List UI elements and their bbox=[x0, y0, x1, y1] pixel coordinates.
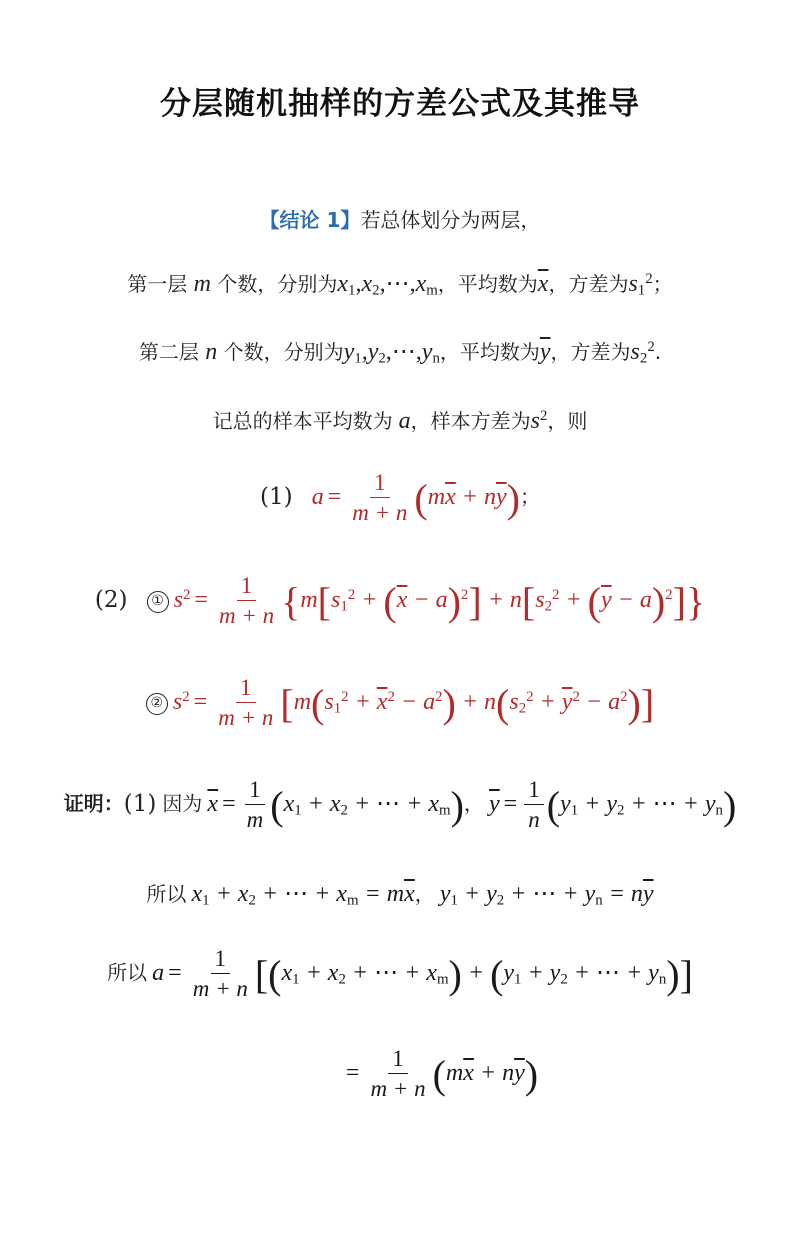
layer2-var-label: ，方差为 bbox=[550, 340, 631, 364]
layer2-end: . bbox=[654, 340, 662, 364]
formula-2-2-expr: $s^2$ = $\frac{1}{m + n}$ $[m(s_1^2 + \overline{x}^2 - a^2) + n(s_2^2 + \overline{y}^2 - a^2)]$ bbox=[172, 675, 655, 730]
proof-line-1 bbox=[0, 777, 800, 833]
layer2-variance: $s_2^2$ bbox=[630, 338, 655, 367]
conclusion-tag: 【结论 1】 bbox=[259, 208, 361, 232]
proof-because: 因为 bbox=[162, 791, 203, 816]
layer1-count: m bbox=[193, 271, 212, 297]
proof-therefore-1: 所以 bbox=[146, 882, 187, 906]
formula-2-2 bbox=[0, 675, 800, 731]
sample-var-symbol: $s^2$ bbox=[530, 407, 548, 434]
layer1-values: $x_1,x_2,\cdots,x_m$ bbox=[337, 271, 438, 299]
formula-1-expr: a = $\frac{1}{m + n}$ $(m\overline{x} + n\overline{y})$ bbox=[311, 470, 520, 525]
proof-label: 证明： bbox=[63, 791, 124, 816]
sample-end: ，则 bbox=[547, 409, 588, 433]
proof-sep: ， bbox=[463, 791, 484, 816]
proof-item-1: (1) bbox=[123, 790, 157, 817]
layer1-var-label: ，方差为 bbox=[548, 272, 629, 296]
layer2-mean: $\overline{y}$ bbox=[539, 339, 551, 365]
layer1-label: 第一层 bbox=[127, 272, 188, 296]
layer1-mean: $\overline{x}$ bbox=[537, 271, 549, 297]
layer2-mean-label: ，平均数为 bbox=[439, 340, 540, 364]
layer2-text: 个数，分别为 bbox=[223, 340, 344, 364]
proof-therefore-2: 所以 bbox=[107, 960, 148, 985]
sample-mean-symbol: a bbox=[392, 408, 411, 434]
formula-2-1 bbox=[0, 573, 800, 629]
proof-line-2 bbox=[0, 878, 800, 908]
layer1-end: ； bbox=[652, 272, 673, 296]
page-title: 分层随机抽样的方差公式及其推导 bbox=[160, 86, 640, 122]
layer2-line bbox=[0, 336, 800, 366]
formula-2-1-expr: $s^2$ = $\frac{1}{m + n}$ $\{m[s_1^2 + (\overline{x} - a)^2] + n[s_2^2 + (\overline{y} - a)^2]\}$ bbox=[173, 573, 706, 628]
layer2-count: n bbox=[205, 339, 218, 365]
proof-a-result: = $\frac{1}{m + n}$ $(m\overline{x} + n\overline{y})$ bbox=[345, 1046, 539, 1101]
proof-a-expr: a = $\frac{1}{m + n}$ [($x_1 + x_2$ + ⋯ + $x_m) + (y_1 + y_2$ + ⋯ + $y_n$)] bbox=[152, 946, 693, 1001]
formula-1-label: (1) bbox=[260, 483, 293, 510]
sample-line bbox=[0, 405, 800, 435]
proof-line-3 bbox=[0, 946, 800, 1002]
layer1-mean-label: ，平均数为 bbox=[437, 272, 538, 296]
layer1-line bbox=[0, 268, 800, 298]
circle-two: ② bbox=[146, 693, 168, 715]
conclusion-intro-text: 若总体划分为两层， bbox=[360, 208, 541, 232]
circle-one: ① bbox=[147, 591, 169, 613]
formula-2-label: (2) bbox=[94, 586, 128, 613]
proof-line-4 bbox=[0, 1046, 800, 1102]
formula-1: (1) a = $\frac{1}{m + n}$ $(m\overline{x} + n\overline{y})$； bbox=[260, 470, 540, 525]
proof-mean-y: $\overline{y}$ = $\frac{1}{n}$ ($y_1 + y_2$ + ⋯ + $y_n$) bbox=[489, 777, 737, 832]
layer1-variance: $s_1^2$ bbox=[628, 270, 653, 299]
proof-sum-y: $y_1 + y_2$ + ⋯ + $y_n = n\overline{y}$ bbox=[439, 881, 654, 909]
sample-var-label: ，样本方差为 bbox=[410, 409, 531, 433]
sample-mean-label: 记总的样本平均数为 bbox=[212, 409, 393, 433]
proof-sep-2: ， bbox=[414, 882, 435, 906]
layer2-label: 第二层 bbox=[138, 340, 199, 364]
conclusion-intro bbox=[0, 204, 800, 233]
proof-mean-x: $\overline{x}$ = $\frac{1}{m}$ ($x_1 + x_2$ + ⋯ + $x_m$) bbox=[207, 777, 464, 832]
layer1-text: 个数，分别为 bbox=[217, 272, 338, 296]
proof-sum-x: $x_1 + x_2$ + ⋯ + $x_m = m\overline{x}$ bbox=[191, 881, 415, 909]
layer2-values: $y_1,y_2,\cdots,y_n$ bbox=[343, 339, 440, 367]
